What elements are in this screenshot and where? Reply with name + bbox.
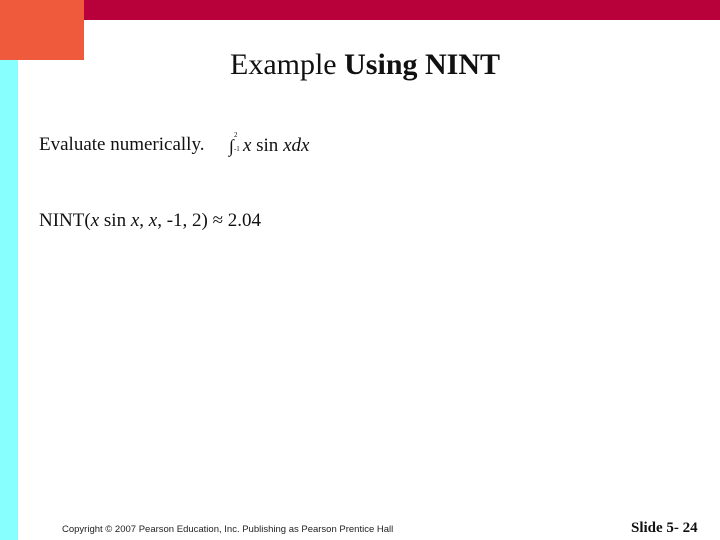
nint-x2: x [130, 210, 140, 231]
integral-xdx: xdx [283, 135, 310, 156]
nint-result [39, 209, 261, 233]
integral-sign: ∫ [229, 136, 234, 156]
title-plain-text: Example [230, 48, 345, 81]
corner-accent-block [0, 0, 84, 60]
integral-expression [229, 133, 309, 158]
nint-prefix: NINT( [39, 210, 91, 231]
slide-number: Slide 5- 24 [631, 520, 698, 536]
nint-rest: , -1, 2) ≈ 2.04 [157, 210, 262, 231]
top-accent-bar [0, 0, 720, 20]
nint-sin: sin [99, 210, 131, 231]
integral-lower-limit: -1 [233, 145, 240, 153]
nint-x1: x [90, 210, 100, 231]
slide-title [230, 47, 630, 83]
integral-limits [234, 133, 240, 153]
left-accent-strip [0, 60, 18, 540]
nint-sep: , [139, 210, 149, 231]
copyright-footer: Copyright © 2007 Pearson Education, Inc. Publishing as Pearson Prentice Hall [62, 524, 394, 535]
integral-upper-limit: 2 [233, 131, 238, 139]
integral-x: x [242, 135, 252, 156]
integral-sin: sin [251, 135, 284, 156]
evaluate-prompt: Evaluate numerically. [39, 134, 205, 155]
title-bold-text: Using NINT [344, 48, 501, 81]
nint-x3: x [148, 210, 158, 231]
